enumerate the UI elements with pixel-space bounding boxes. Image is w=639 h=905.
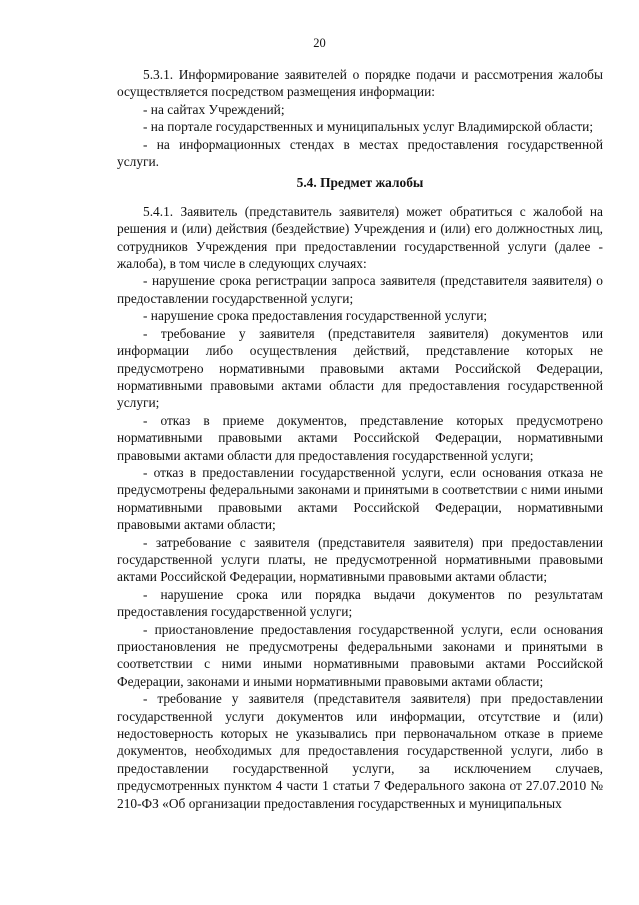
list-item: - приостановление предоставления государственной услуги, если основания приостановления не предусмотрены федеральными законами и принятыми в соответствии с ними иными нормативными правовыми актами Российской Федерации, законами и иными нормативными правовыми актами области; bbox=[117, 621, 603, 689]
list-item: - на портале государственных и муниципальных услуг Владимирской области; bbox=[143, 119, 594, 135]
paragraph-5-3-1: 5.3.1. Информирование заявителей о порядке подачи и рассмотрения жалобы осуществляется посредством размещения информации: bbox=[117, 67, 603, 100]
list-item: - требование у заявителя (представителя заявителя) документов или информации либо осуществления действий, представление которых не предусмотрено нормативными правовыми актами Российской Федерации, нормативными правовыми актами области для предоставления государственной услуги; bbox=[117, 325, 603, 411]
page-body bbox=[117, 66, 603, 812]
list-item: - отказ в приеме документов, представление которых предусмотрено нормативными правовыми актами Российской Федерации, нормативными правовыми актами области для предоставления государственной услуги; bbox=[117, 412, 603, 463]
list-item: - нарушение срока регистрации запроса заявителя (представителя заявителя) о предоставлении государственной услуги; bbox=[117, 273, 603, 306]
list-item: - нарушение срока предоставления государственной услуги; bbox=[143, 308, 488, 324]
list-item: - нарушение срока или порядка выдачи документов по результатам предоставления государственной услуги; bbox=[117, 586, 603, 620]
section-heading-5-4: 5.4. Предмет жалобы bbox=[296, 175, 424, 191]
list-item: - требование у заявителя (представителя заявителя) при предоставлении государственной услуги документов или информации, отсутствие и (или) недостоверность которых не указывались при первоначальном отказе в приеме документов, необходимых для предоставления государственной услуги, либо в предоставлении государственной услуги, за исключением случаев, предусмотренных пунктом 4 части 1 статьи 7 Федерального закона от 27.07.2010 № 210-ФЗ «Об организации предоставления государственных и муниципальных bbox=[117, 691, 603, 811]
list-item: - затребование с заявителя (представителя заявителя) при предоставлении государственной услуги платы, не предусмотренной нормативными правовыми актами Российской Федерации, нормативными правовыми актами области; bbox=[117, 534, 603, 585]
list-item: - на информационных стендах в местах предоставления государственной услуги. bbox=[117, 136, 603, 170]
list-item: - отказ в предоставлении государственной услуги, если основания отказа не предусмотрены федеральными законами и принятыми в соответствии с ними иными нормативными правовыми актами Российской Федерации, нормативными правовыми актами области; bbox=[117, 464, 603, 533]
list-item: - на сайтах Учреждений; bbox=[143, 101, 285, 117]
paragraph-5-4-1: 5.4.1. Заявитель (представитель заявителя) может обратиться с жалобой на решения и (или) действия (бездействие) Учреждения и (или) его должностных лиц, сотрудников Учреждения при предоставлении государственной услуги (далее - жалоба), в том числе в следующих случаях: bbox=[117, 203, 603, 272]
page-number: 20 bbox=[313, 36, 326, 50]
